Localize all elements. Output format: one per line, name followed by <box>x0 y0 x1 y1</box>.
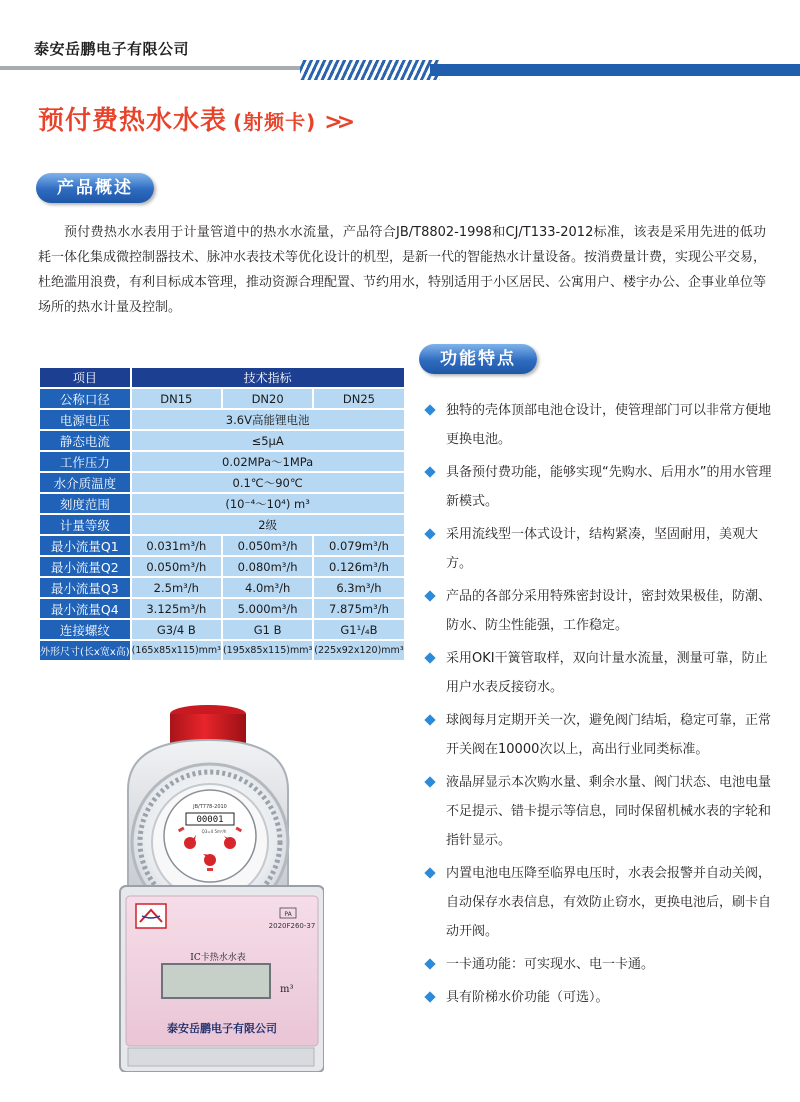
spec-header-value: 技术指标 <box>132 368 404 387</box>
spec-table <box>38 366 406 662</box>
spec-value: 4.0m³/h <box>223 578 312 597</box>
spec-value: (165x85x115)mm³ <box>132 641 221 660</box>
meter-maker: 泰安岳鹏电子有限公司 <box>167 1022 277 1035</box>
water-meter-image <box>118 700 324 1072</box>
dial-counter: 00001 <box>196 815 224 825</box>
title-sub: (射频卡) <box>233 110 317 134</box>
spec-row <box>40 494 404 513</box>
spec-label: 最小流量Q2 <box>40 557 130 576</box>
spec-value: 0.080m³/h <box>223 557 312 576</box>
spec-value: G3/4 B <box>132 620 221 639</box>
feature-text: 球阀每月定期开关一次，避免阀门结垢，稳定可靠，正常开关阀在10000次以上，高出行业同类标准。 <box>446 713 772 757</box>
spec-row <box>40 578 404 597</box>
spec-label: 静态电流 <box>40 431 130 450</box>
feature-text: 采用流线型一体式设计，结构紧凑，坚固耐用，美观大方。 <box>446 527 759 571</box>
dial-code: JB/T778-2010 <box>193 804 227 810</box>
spec-row <box>40 557 404 576</box>
double-arrow-icon: >> <box>324 110 350 135</box>
feature-item <box>420 706 772 764</box>
spec-row <box>40 473 404 492</box>
spec-value: (10⁻⁴～10⁴) m³ <box>132 494 404 513</box>
diamond-bullet-icon <box>424 528 435 539</box>
spec-row <box>40 641 404 660</box>
spec-value: 7.875m³/h <box>314 599 403 618</box>
spec-label: 电源电压 <box>40 410 130 429</box>
spec-row <box>40 620 404 639</box>
feature-item <box>420 644 772 702</box>
spec-value: DN20 <box>223 389 312 408</box>
feature-item <box>420 458 772 516</box>
brand-logo <box>136 904 166 928</box>
feature-text: 具有阶梯水价功能（可选）。 <box>446 990 609 1005</box>
feature-text: 产品的各部分采用特殊密封设计，密封效果极佳，防潮、防水、防尘性能强，工作稳定。 <box>446 589 772 633</box>
spec-label: 计量等级 <box>40 515 130 534</box>
spec-label: 工作压力 <box>40 452 130 471</box>
spec-value: 3.6V高能锂电池 <box>132 410 404 429</box>
feature-item <box>420 768 772 855</box>
feature-item <box>420 859 772 946</box>
feature-item <box>420 983 772 1012</box>
spec-label: 水介质温度 <box>40 473 130 492</box>
cert-pa: PA <box>284 911 292 918</box>
diamond-bullet-icon <box>424 466 435 477</box>
spec-value: G1¹/₄B <box>314 620 403 639</box>
spec-header-item: 项目 <box>40 368 130 387</box>
spec-row <box>40 431 404 450</box>
spec-row <box>40 389 404 408</box>
spec-value: 6.3m³/h <box>314 578 403 597</box>
spec-row <box>40 410 404 429</box>
spec-value: 2级 <box>132 515 404 534</box>
meter-label: IC卡热水水表 <box>190 953 246 963</box>
spec-value: 0.050m³/h <box>223 536 312 555</box>
spec-value: 2.5m³/h <box>132 578 221 597</box>
spec-value: 0.031m³/h <box>132 536 221 555</box>
header-decor-bar <box>0 60 800 80</box>
spec-value: (195x85x115)mm³ <box>223 641 312 660</box>
feature-item <box>420 396 772 454</box>
spec-value: 5.000m³/h <box>223 599 312 618</box>
spec-value: 0.126m³/h <box>314 557 403 576</box>
cert-number: 2020F260-37 <box>268 922 316 930</box>
spec-value: G1 B <box>223 620 312 639</box>
spec-value: 3.125m³/h <box>132 599 221 618</box>
diamond-bullet-icon <box>424 404 435 415</box>
spec-value: 0.050m³/h <box>132 557 221 576</box>
spec-row <box>40 452 404 471</box>
feature-text: 液晶屏显示本次购水量、剩余水量、阀门状态、电池电量不足提示、错卡提示等信息，同时保留机械水表的字轮和指针显示。 <box>446 775 772 848</box>
spec-label: 最小流量Q3 <box>40 578 130 597</box>
dial-small-text: Q3=4 5m³/h <box>201 829 227 834</box>
page-title <box>38 100 349 137</box>
spec-label: 刻度范围 <box>40 494 130 513</box>
spec-value: DN15 <box>132 389 221 408</box>
spec-row <box>40 536 404 555</box>
spec-row <box>40 515 404 534</box>
spec-value: 0.02MPa～1MPa <box>132 452 404 471</box>
title-main: 预付费热水水表 <box>38 106 228 136</box>
spec-label: 连接螺纹 <box>40 620 130 639</box>
spec-value: 0.1℃～90℃ <box>132 473 404 492</box>
feature-text: 采用OKI干簧管取样，双向计量水流量，测量可靠，防止用户水表反接窃水。 <box>446 651 768 695</box>
spec-label: 最小流量Q4 <box>40 599 130 618</box>
diamond-bullet-icon <box>424 776 435 787</box>
spec-row <box>40 599 404 618</box>
diamond-bullet-icon <box>424 867 435 878</box>
feature-item <box>420 520 772 578</box>
feature-text: 具备预付费功能，能够实现“先购水、后用水”的用水管理新模式。 <box>446 465 772 509</box>
spec-value: (225x92x120)mm³ <box>314 641 403 660</box>
overview-paragraph: 预付费热水水表用于计量管道中的热水水流量，产品符合JB/T8802-1998和CJ/T133-2012标准，该表是采用先进的低功耗一体化集成微控制器技术、脉冲水表技术等优化设计的机型，是新一代的智能热水计量设备。按消费量计费，实现公平交易，杜绝滥用浪费，有利目标成本管理，推动资源合理配置、节约用水，特别适用于小区居民、公寓用户、楼宇办公、企事业单位等场所的热水计量及控制。 <box>38 225 767 315</box>
feature-item <box>420 950 772 979</box>
section-heading-overview: 产品概述 <box>36 173 154 203</box>
feature-text: 独特的壳体顶部电池仓设计，使管理部门可以非常方便地更换电池。 <box>446 403 772 447</box>
spec-value: 0.079m³/h <box>314 536 403 555</box>
feature-list <box>420 396 772 1016</box>
diamond-bullet-icon <box>424 590 435 601</box>
spec-value: ≤5μA <box>132 431 404 450</box>
diamond-bullet-icon <box>424 958 435 969</box>
section-heading-features: 功能特点 <box>419 344 537 374</box>
spec-value: DN25 <box>314 389 403 408</box>
lcd-screen <box>162 964 270 998</box>
diamond-bullet-icon <box>424 652 435 663</box>
diamond-bullet-icon <box>424 714 435 725</box>
lcd-unit: m³ <box>280 984 294 995</box>
feature-text: 一卡通功能：可实现水、电一卡通。 <box>446 957 655 972</box>
spec-label: 最小流量Q1 <box>40 536 130 555</box>
spec-label: 公称口径 <box>40 389 130 408</box>
spec-label: 外形尺寸(长x宽x高) <box>40 641 130 660</box>
diamond-bullet-icon <box>424 991 435 1002</box>
company-name-header: 泰安岳鹏电子有限公司 <box>34 40 190 58</box>
feature-item <box>420 582 772 640</box>
feature-text: 内置电池电压降至临界电压时，水表会报警并自动关阀，自动保存水表信息，有效防止窃水，更换电池后，刷卡自动开阀。 <box>446 866 772 939</box>
